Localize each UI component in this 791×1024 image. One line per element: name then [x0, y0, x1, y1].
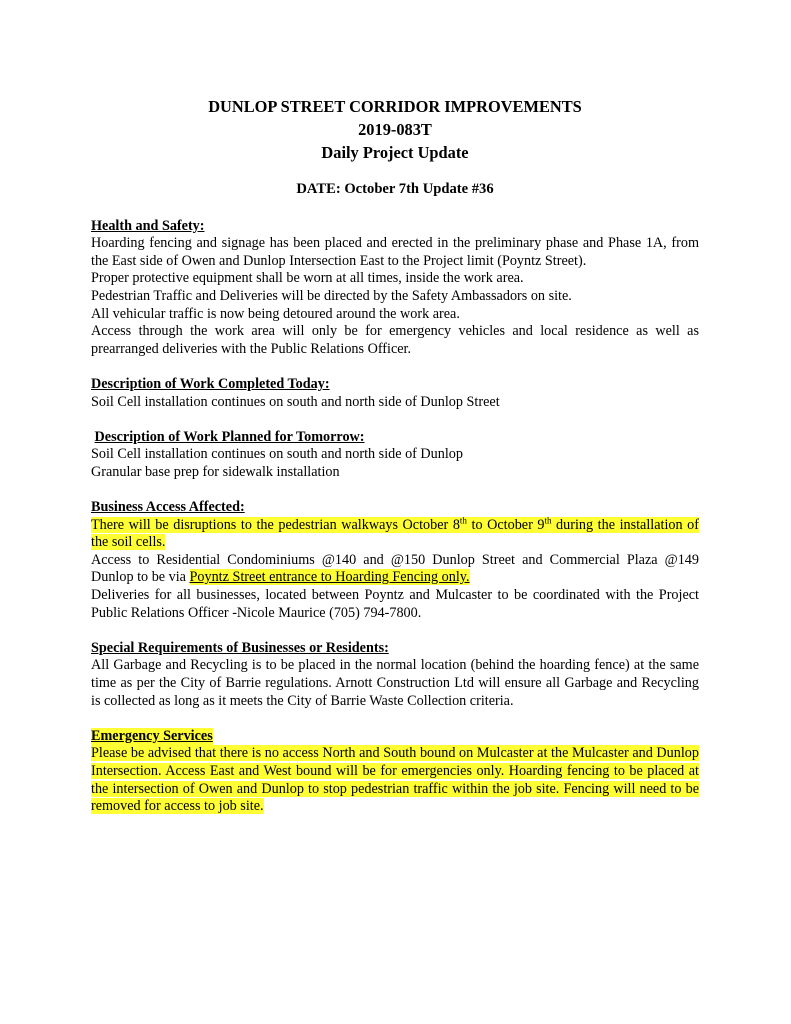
document-page: [91, 95, 699, 816]
emergency-services-heading: Emergency Services: [91, 727, 213, 744]
document-subtitle: Daily Project Update: [321, 143, 469, 162]
emergency-services-text: Please be advised that there is no access North and South bound on Mulcaster at the Mulcaster and Dunlop Intersection. Access East and West bound will be for emergencies only. Hoarding fencing to be placed at the intersection of Owen and Dunlop to stop pedestrian traffic within the job site. Fencing will need to be removed for access to job site.: [91, 745, 699, 815]
health-safety-section: [91, 218, 699, 359]
health-safety-line: Pedestrian Traffic and Deliveries will be directed by the Safety Ambassadors on site.: [91, 287, 572, 304]
work-completed-line: Soil Cell installation continues on south and north side of Dunlop Street: [91, 393, 500, 410]
work-completed-heading: Description of Work Completed Today:: [91, 375, 330, 392]
health-safety-heading: Health and Safety:: [91, 217, 205, 234]
project-number: 2019-083T: [358, 120, 432, 139]
special-requirements-heading: Special Requirements of Businesses or Residents:: [91, 639, 389, 656]
disruption-highlight: [91, 514, 699, 551]
disruption-text-mid: to October 9: [466, 516, 545, 533]
work-planned-line: Granular base prep for sidewalk installation: [91, 463, 340, 480]
special-requirements-text: All Garbage and Recycling is to be placed in the normal location (behind the hoarding fence) at the same time as per the City of Barrie regulations. Arnott Construction Ltd will ensure all Garbage and Recycling is collected as long as it meets the City of Barrie Waste Collection criteria.: [91, 657, 699, 709]
work-planned-section: [91, 429, 699, 482]
update-date: DATE: October 7th Update #36: [296, 181, 494, 197]
ordinal-suffix: th: [544, 514, 552, 525]
health-safety-line: Access through the work area will only be for emergency vehicles and local residence as well as prearranged deliveries with the Public Relations Officer.: [91, 323, 699, 357]
health-safety-line: All vehicular traffic is now being detoured around the work area.: [91, 305, 460, 322]
work-planned-line: Soil Cell installation continues on south and north side of Dunlop: [91, 446, 463, 463]
access-text: Access to Residential Condominiums @140 and @150 Dunlop Street and Commercial Plaza @149 Dunlop to be via: [91, 551, 699, 586]
work-completed-section: [91, 376, 699, 411]
project-title: DUNLOP STREET CORRIDOR IMPROVEMENTS: [208, 97, 582, 116]
access-notice: [91, 552, 699, 587]
disruption-notice: [91, 514, 699, 552]
special-requirements-section: [91, 640, 699, 710]
emergency-services-paragraph: [91, 745, 699, 815]
business-access-section: [91, 499, 699, 622]
work-planned-heading: Description of Work Planned for Tomorrow:: [94, 428, 365, 445]
emergency-services-section: [91, 728, 699, 816]
ordinal-suffix: th: [459, 514, 467, 525]
access-highlight: Poyntz Street entrance to Hoarding Fencing only.: [189, 569, 470, 586]
deliveries-notice: Deliveries for all businesses, located between Poyntz and Mulcaster to be coordinated with the Project Public Relations Officer -Nicole Maurice (705) 794-7800.: [91, 587, 699, 621]
disruption-text-start: There will be disruptions to the pedestrian walkways October 8: [91, 516, 460, 533]
health-safety-line: Proper protective equipment shall be worn at all times, inside the work area.: [91, 270, 524, 287]
disruption-text-end: during the installation of the soil cells.: [91, 516, 699, 551]
health-safety-line: Hoarding fencing and signage has been placed and erected in the preliminary phase and Phase 1A, from the East side of Owen and Dunlop Intersection East to the Project limit (Poyntz Street).: [91, 235, 699, 269]
business-access-heading: Business Access Affected:: [91, 499, 245, 516]
